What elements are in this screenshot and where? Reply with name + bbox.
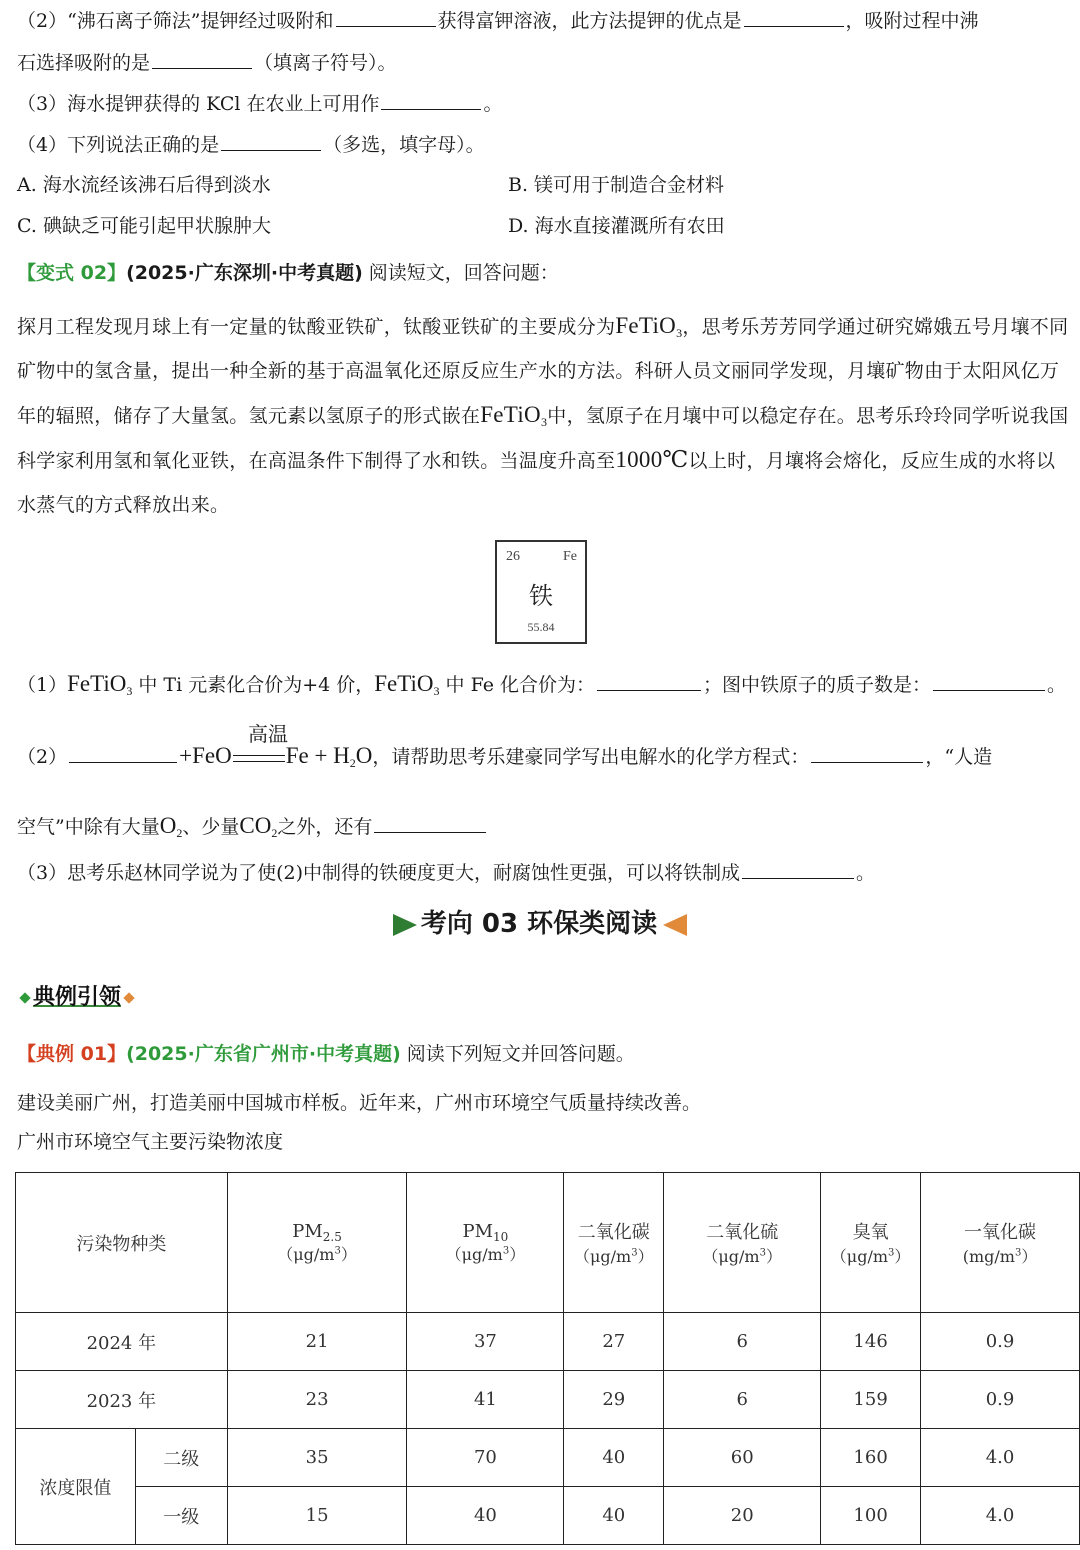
arrow-left-icon [663, 914, 687, 936]
variant-question-1: （1）FeTiO$_3$ 中 Ti 元素化合价为+4 价，FeTiO$_3$ 中 Fe 化合价为： ；图中铁原子的质子数是： 。 [17, 671, 1067, 698]
option-a: A. 海水流经该沸石后得到淡水 [17, 174, 271, 196]
table-cell: 21 [227, 1313, 407, 1371]
header-cell: 臭氧 $(\mu g/m^3)$ [821, 1173, 921, 1313]
example-lead: 典例引领 [17, 980, 137, 1011]
header-corner: 污染物种类 [16, 1173, 228, 1313]
question-2-line-1: （2）“沸石离子筛法”提钾经过吸附和 获得富钾溶液，此方法提钾的优点是 ，吸附过程中沸 [17, 6, 1072, 35]
header-cell: 二氧化碳 $(\mu g/m^3)$ [564, 1173, 664, 1313]
option-d: D. 海水直接灌溉所有农田 [508, 215, 725, 237]
passage: 探月工程发现月球上有一定量的钛酸亚铁矿，钛酸亚铁矿的主要成分为FeTiO$_3$，思考乐芳芳同学通过研究嫦娥五号月壤不同矿物中的氢含量，提出一种全新的基于高温氧化还原反应生产水的方法。科研人员文丽同学发现，月壤矿物由于太阳风亿万年的辐照，储存了大量氢。氢元素以氢原子的形式嵌在FeTiO$_3$中，氢原子在月壤中可以稳定存在。思考乐玲玲同学听说我国科学家利用氢和氧化亚铁，在高温条件下制得了水和铁。当温度升高至1000℃以上时，月壤将会熔化，反应生成的水将以水蒸气的方式释放出来。 [17, 313, 1069, 516]
answer-blank[interactable] [381, 89, 481, 110]
header-cell: 二氧化硫 $(\mu g/m^3)$ [664, 1173, 821, 1313]
diamond-icon [123, 992, 134, 1003]
table-cell: 37 [407, 1313, 564, 1371]
variant-heading: 【变式 02】(2025·广东深圳·中考真题) 阅读短文，回答问题： [17, 262, 559, 284]
table-cell: 23 [227, 1371, 407, 1429]
table-row [16, 1371, 1080, 1429]
arrow-right-icon [393, 914, 417, 936]
header-cell: $PM_{10}$ $(\mu g/m^3)$ [407, 1173, 564, 1313]
iron-element-card [495, 540, 587, 644]
table-cell: 6 [664, 1371, 821, 1429]
answer-blank[interactable] [811, 742, 923, 763]
row-label: 一级 [135, 1487, 227, 1545]
table-cell: 159 [821, 1371, 921, 1429]
table-row [16, 1313, 1080, 1371]
answer-blank[interactable] [221, 130, 321, 151]
variant-source: (2025·广东深圳·中考真题) [126, 262, 363, 284]
variant-question-2-cont: 空气”中除有大量$O_2$、少量$CO_2$之外，还有 [17, 812, 1072, 841]
variant-question-3: （3）思考乐赵林同学说为了使(2)中制得的铁硬度更大，耐腐蚀性更强，可以将铁制成 。 [17, 858, 1072, 887]
element-name: 铁 [529, 582, 553, 610]
element-symbol: Fe [563, 549, 577, 564]
table-cell: 35 [227, 1429, 407, 1487]
formula-fetio3: FeTiO$_3$ [67, 671, 133, 698]
question-4-line: （4）下列说法正确的是 （多选，填字母）。 [17, 130, 1072, 159]
table-cell: 40 [564, 1487, 664, 1545]
table-cell: 60 [664, 1429, 821, 1487]
table-header-row [16, 1173, 1080, 1313]
table-cell: 15 [227, 1487, 407, 1545]
question-2-line-2: 石选择吸附的是 （填离子符号）。 [17, 48, 1072, 77]
answer-blank[interactable] [933, 670, 1045, 691]
reaction-condition: 高温 [248, 722, 288, 746]
answer-blank[interactable] [152, 48, 252, 69]
variant-question-2: （2） +FeO $Fe + H_2O$，请帮助思考乐建豪同学写出电解水的化学方程式： ，“人造 [17, 743, 993, 770]
row-label: 二级 [135, 1429, 227, 1487]
header-cell: 一氧化碳 $(mg/m^3)$ [921, 1173, 1080, 1313]
row-label: 2024 年 [16, 1313, 228, 1371]
table-cell: 27 [564, 1313, 664, 1371]
answer-blank[interactable] [744, 6, 844, 27]
answer-blank[interactable] [742, 858, 854, 879]
table-cell: 4.0 [921, 1429, 1080, 1487]
example-source: (2025·广东省广州市·中考真题) [126, 1043, 401, 1065]
row-label: 2023 年 [16, 1371, 228, 1429]
table-cell: 146 [821, 1313, 921, 1371]
formula-fetio3: FeTiO$_3$ [480, 402, 548, 429]
atomic-mass: 55.84 [527, 620, 555, 634]
example-heading: 【典例 01】(2025·广东省广州市·中考真题) 阅读下列短文并回答问题。 [17, 1043, 635, 1065]
table-cell: 4.0 [921, 1487, 1080, 1545]
table-cell: 100 [821, 1487, 921, 1545]
answer-blank[interactable] [597, 670, 701, 691]
table-cell: 41 [407, 1371, 564, 1429]
answer-blank[interactable] [374, 812, 486, 833]
table-cell: 70 [407, 1429, 564, 1487]
question-3-line: （3）海水提钾获得的 KCl 在农业上可用作 。 [17, 89, 1072, 118]
table-cell: 160 [821, 1429, 921, 1487]
table-row [16, 1487, 1080, 1545]
table-cell: 40 [407, 1487, 564, 1545]
table-cell: 0.9 [921, 1371, 1080, 1429]
option-b: B. 镁可用于制造合金材料 [508, 174, 725, 196]
table-caption: 广州市环境空气主要污染物浓度 [17, 1131, 284, 1153]
variant-tag: 【变式 02】 [17, 262, 127, 284]
option-c: C. 碘缺乏可能引起甲状腺肿大 [17, 215, 271, 237]
equals-sign [233, 755, 285, 762]
header-cell: $PM_{2.5}$ $(\mu g/m^3)$ [227, 1173, 407, 1313]
formula-fetio3: FeTiO$_3$ [374, 671, 440, 698]
table-cell: 20 [664, 1487, 821, 1545]
answer-blank[interactable] [336, 6, 436, 27]
table-cell: 0.9 [921, 1313, 1080, 1371]
table-cell: 40 [564, 1429, 664, 1487]
limit-label: 浓度限值 [16, 1429, 136, 1545]
pollutant-table [15, 1172, 1080, 1545]
example-tag: 【典例 01】 [17, 1043, 127, 1065]
table-cell: 6 [664, 1313, 821, 1371]
diamond-icon [19, 992, 30, 1003]
table-row [16, 1429, 1080, 1487]
formula-fetio3: FeTiO$_3$ [615, 313, 683, 340]
table-cell: 29 [564, 1371, 664, 1429]
atomic-number: 26 [506, 549, 520, 564]
example-text: 建设美丽广州，打造美丽中国城市样板。近年来，广州市环境空气质量持续改善。 [17, 1092, 702, 1114]
answer-blank[interactable] [69, 742, 177, 763]
section-heading: 考向 03 环保类阅读 [0, 903, 1080, 940]
